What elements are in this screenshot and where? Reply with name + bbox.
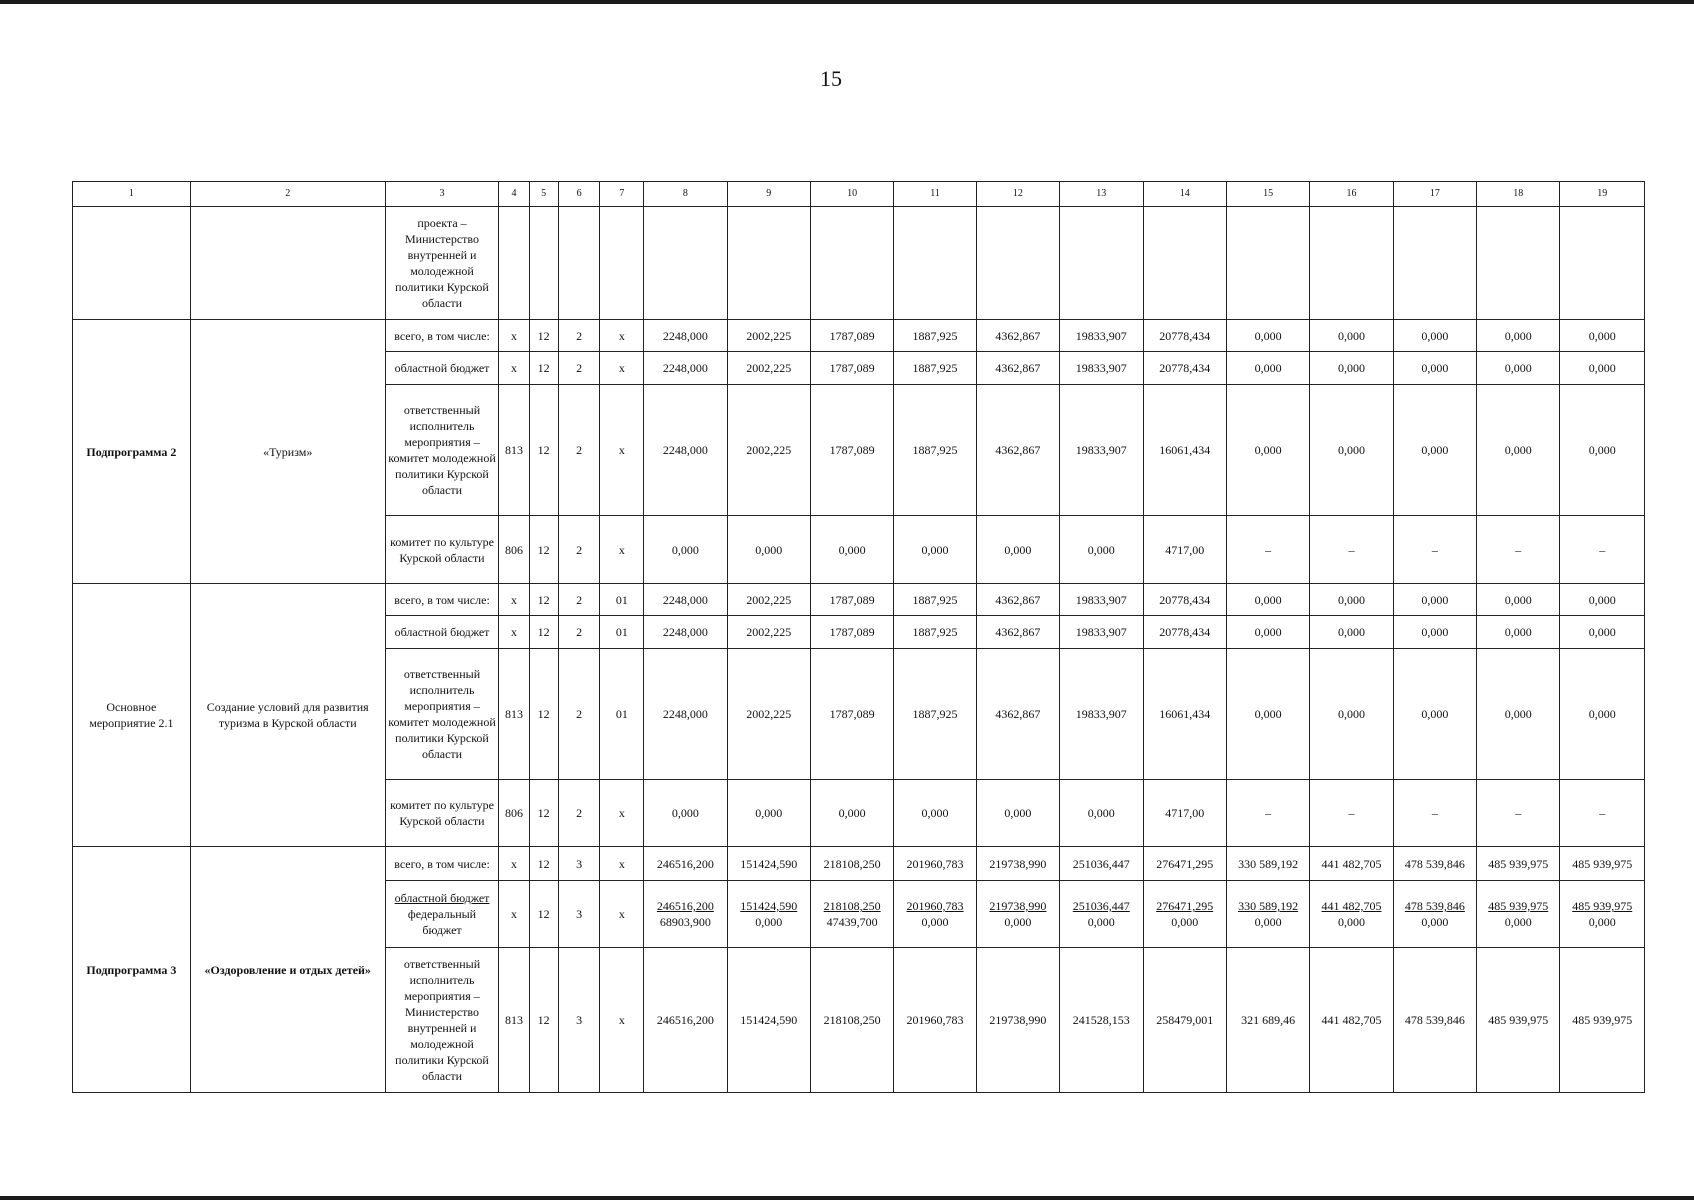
value-cell: – xyxy=(1560,516,1645,584)
code-cell: 2 xyxy=(558,584,600,616)
value-cell: 2248,000 xyxy=(644,320,727,352)
value-cell xyxy=(1477,881,1560,948)
source-cell: ответственный исполнитель мероприятия – комитет молодежной политики Курской области xyxy=(385,385,499,516)
value-cell: – xyxy=(1477,516,1560,584)
value-cell: 1887,925 xyxy=(894,649,976,780)
value-cell xyxy=(1477,207,1560,320)
value-cell: 19833,907 xyxy=(1060,320,1143,352)
value-cell: 241528,153 xyxy=(1060,948,1143,1093)
value-federal: 0,000 xyxy=(1087,915,1115,929)
source-cell: всего, в том числе: xyxy=(385,847,499,881)
value-regional: 478 539,846 xyxy=(1404,899,1465,913)
value-regional: 219738,990 xyxy=(989,899,1047,913)
value-cell xyxy=(1226,207,1309,320)
value-cell: 258479,001 xyxy=(1143,948,1226,1093)
column-header: 10 xyxy=(810,182,893,207)
budget-table xyxy=(72,181,1645,1093)
value-cell xyxy=(976,881,1059,948)
value-cell: 2248,000 xyxy=(644,649,727,780)
value-regional: 441 482,705 xyxy=(1321,899,1382,913)
value-cell: 2002,225 xyxy=(727,385,810,516)
code-cell: 813 xyxy=(499,649,529,780)
value-cell xyxy=(1060,207,1143,320)
code-cell: 01 xyxy=(600,616,644,649)
column-header: 15 xyxy=(1226,182,1309,207)
code-cell: х xyxy=(600,948,644,1093)
value-cell: 0,000 xyxy=(1310,385,1393,516)
value-cell: 0,000 xyxy=(1393,584,1476,616)
section-cell: Основное мероприятие 2.1 xyxy=(73,584,191,847)
column-header: 19 xyxy=(1560,182,1645,207)
value-cell: 2248,000 xyxy=(644,352,727,385)
code-cell: 12 xyxy=(529,584,558,616)
value-cell: 4362,867 xyxy=(976,385,1059,516)
value-cell: 0,000 xyxy=(1560,320,1645,352)
value-cell: 441 482,705 xyxy=(1310,847,1393,881)
value-cell: 485 939,975 xyxy=(1477,847,1560,881)
code-cell: 01 xyxy=(600,584,644,616)
source-label: федеральный бюджет xyxy=(407,907,477,937)
value-cell: 1887,925 xyxy=(894,616,976,649)
value-cell: 201960,783 xyxy=(894,948,976,1093)
code-cell: 2 xyxy=(558,616,600,649)
source-cell xyxy=(385,881,499,948)
value-federal: 0,000 xyxy=(1254,915,1282,929)
value-cell: 0,000 xyxy=(1477,352,1560,385)
value-cell xyxy=(894,207,976,320)
code-cell: 12 xyxy=(529,948,558,1093)
value-cell xyxy=(644,207,727,320)
code-cell xyxy=(529,207,558,320)
name-cell xyxy=(190,207,385,320)
column-header: 4 xyxy=(499,182,529,207)
source-cell: комитет по культуре Курской области xyxy=(385,780,499,847)
value-cell: 19833,907 xyxy=(1060,649,1143,780)
value-cell: 4362,867 xyxy=(976,352,1059,385)
value-cell: 20778,434 xyxy=(1143,584,1226,616)
code-cell: 12 xyxy=(529,847,558,881)
value-cell: 0,000 xyxy=(1226,320,1309,352)
value-cell: 478 539,846 xyxy=(1393,948,1476,1093)
value-cell xyxy=(1310,881,1393,948)
value-cell: 0,000 xyxy=(976,516,1059,584)
value-cell: 4717,00 xyxy=(1143,780,1226,847)
value-cell: 1887,925 xyxy=(894,320,976,352)
value-cell: 0,000 xyxy=(1560,649,1645,780)
value-cell: 0,000 xyxy=(1310,649,1393,780)
code-cell: 12 xyxy=(529,780,558,847)
value-cell: 1787,089 xyxy=(810,385,893,516)
code-cell: 12 xyxy=(529,616,558,649)
column-header: 12 xyxy=(976,182,1059,207)
value-cell: 321 689,46 xyxy=(1226,948,1309,1093)
value-cell: 0,000 xyxy=(1560,584,1645,616)
code-cell: х xyxy=(600,320,644,352)
value-cell: 0,000 xyxy=(644,516,727,584)
value-cell: – xyxy=(1226,780,1309,847)
code-cell: 2 xyxy=(558,649,600,780)
value-federal: 0,000 xyxy=(1421,915,1449,929)
source-cell: ответственный исполнитель мероприятия – Министерство внутренней и молодежной политики Курской области xyxy=(385,948,499,1093)
value-federal: 0,000 xyxy=(1504,915,1532,929)
value-cell: 20778,434 xyxy=(1143,616,1226,649)
column-header: 6 xyxy=(558,182,600,207)
value-cell: 20778,434 xyxy=(1143,320,1226,352)
value-cell: 0,000 xyxy=(1477,584,1560,616)
code-cell: 12 xyxy=(529,352,558,385)
value-cell: 19833,907 xyxy=(1060,352,1143,385)
code-cell: 12 xyxy=(529,516,558,584)
value-cell: 0,000 xyxy=(1060,780,1143,847)
value-cell: 0,000 xyxy=(1310,616,1393,649)
value-cell: 0,000 xyxy=(1310,352,1393,385)
value-cell: 0,000 xyxy=(1560,385,1645,516)
value-cell: 219738,990 xyxy=(976,847,1059,881)
code-cell: 2 xyxy=(558,320,600,352)
code-cell: х xyxy=(600,847,644,881)
source-cell: всего, в том числе: xyxy=(385,320,499,352)
scan-top-edge xyxy=(0,0,1694,4)
value-cell xyxy=(1060,881,1143,948)
value-cell: 0,000 xyxy=(1560,616,1645,649)
code-cell: 01 xyxy=(600,649,644,780)
value-cell: 20778,434 xyxy=(1143,352,1226,385)
value-cell: 0,000 xyxy=(1310,320,1393,352)
code-cell: 12 xyxy=(529,881,558,948)
value-cell: 485 939,975 xyxy=(1560,847,1645,881)
value-cell: 0,000 xyxy=(727,516,810,584)
section-cell: Подпрограмма 3 xyxy=(73,847,191,1093)
value-cell xyxy=(1226,881,1309,948)
value-cell: 218108,250 xyxy=(810,847,893,881)
value-cell xyxy=(976,207,1059,320)
value-regional: 276471,295 xyxy=(1156,899,1214,913)
source-cell: областной бюджет xyxy=(385,616,499,649)
value-cell: 1887,925 xyxy=(894,385,976,516)
value-federal: 0,000 xyxy=(1171,915,1199,929)
value-cell: 151424,590 xyxy=(727,847,810,881)
value-cell: 4362,867 xyxy=(976,616,1059,649)
value-cell xyxy=(1560,881,1645,948)
column-header: 1 xyxy=(73,182,191,207)
value-regional: 485 939,975 xyxy=(1572,899,1633,913)
value-cell xyxy=(644,881,727,948)
name-cell: «Оздоровление и отдых детей» xyxy=(190,847,385,1093)
column-header: 3 xyxy=(385,182,499,207)
value-cell: 0,000 xyxy=(810,780,893,847)
value-cell xyxy=(727,881,810,948)
value-cell: 0,000 xyxy=(1393,649,1476,780)
section-cell xyxy=(73,207,191,320)
code-cell: х xyxy=(499,616,529,649)
value-cell xyxy=(1310,207,1393,320)
value-cell: 4362,867 xyxy=(976,584,1059,616)
code-cell: 2 xyxy=(558,385,600,516)
name-cell: «Туризм» xyxy=(190,320,385,584)
code-cell: х xyxy=(499,584,529,616)
value-cell: 2002,225 xyxy=(727,584,810,616)
value-cell: 201960,783 xyxy=(894,847,976,881)
column-header: 13 xyxy=(1060,182,1143,207)
column-header: 9 xyxy=(727,182,810,207)
value-cell xyxy=(894,881,976,948)
table-row xyxy=(73,320,1645,352)
table-row xyxy=(73,584,1645,616)
code-cell: 2 xyxy=(558,352,600,385)
value-cell: 0,000 xyxy=(1060,516,1143,584)
value-cell: 4362,867 xyxy=(976,320,1059,352)
value-cell: 330 589,192 xyxy=(1226,847,1309,881)
value-cell: 0,000 xyxy=(894,516,976,584)
name-cell: Создание условий для развития туризма в Курской области xyxy=(190,584,385,847)
value-cell: 485 939,975 xyxy=(1560,948,1645,1093)
value-cell: 0,000 xyxy=(1226,352,1309,385)
value-cell: 251036,447 xyxy=(1060,847,1143,881)
value-cell: 19833,907 xyxy=(1060,616,1143,649)
value-cell: 0,000 xyxy=(976,780,1059,847)
value-cell: 0,000 xyxy=(1226,385,1309,516)
code-cell: х xyxy=(600,516,644,584)
code-cell: х xyxy=(499,352,529,385)
value-cell: – xyxy=(1393,780,1476,847)
value-cell xyxy=(1143,881,1226,948)
source-cell: всего, в том числе: xyxy=(385,584,499,616)
value-cell: 2248,000 xyxy=(644,584,727,616)
value-cell xyxy=(1393,881,1476,948)
column-header: 14 xyxy=(1143,182,1226,207)
value-cell xyxy=(727,207,810,320)
code-cell: х xyxy=(499,847,529,881)
value-cell: – xyxy=(1310,780,1393,847)
code-cell: 806 xyxy=(499,516,529,584)
value-cell: 0,000 xyxy=(1477,649,1560,780)
value-cell: 246516,200 xyxy=(644,847,727,881)
value-regional: 330 589,192 xyxy=(1238,899,1299,913)
value-federal: 68903,900 xyxy=(659,915,711,929)
value-cell: 0,000 xyxy=(1393,385,1476,516)
value-regional: 218108,250 xyxy=(823,899,881,913)
value-federal: 0,000 xyxy=(1337,915,1365,929)
value-cell: 2002,225 xyxy=(727,649,810,780)
value-federal: 0,000 xyxy=(1004,915,1032,929)
column-header: 11 xyxy=(894,182,976,207)
value-cell: 219738,990 xyxy=(976,948,1059,1093)
code-cell xyxy=(499,207,529,320)
value-cell: 19833,907 xyxy=(1060,584,1143,616)
column-header: 16 xyxy=(1310,182,1393,207)
code-cell: х xyxy=(600,385,644,516)
value-cell: 1787,089 xyxy=(810,584,893,616)
value-cell: 478 539,846 xyxy=(1393,847,1476,881)
value-federal: 0,000 xyxy=(1588,915,1616,929)
code-cell: 12 xyxy=(529,649,558,780)
value-federal: 47439,700 xyxy=(826,915,878,929)
value-cell: 2002,225 xyxy=(727,320,810,352)
value-cell: 2248,000 xyxy=(644,385,727,516)
value-cell: 1887,925 xyxy=(894,352,976,385)
value-cell: 0,000 xyxy=(894,780,976,847)
value-cell: 2002,225 xyxy=(727,352,810,385)
value-cell: 246516,200 xyxy=(644,948,727,1093)
value-federal: 0,000 xyxy=(921,915,949,929)
value-cell: 276471,295 xyxy=(1143,847,1226,881)
value-cell: 19833,907 xyxy=(1060,385,1143,516)
code-cell: 3 xyxy=(558,948,600,1093)
value-cell xyxy=(1143,207,1226,320)
value-cell: 0,000 xyxy=(727,780,810,847)
value-regional: 151424,590 xyxy=(740,899,798,913)
code-cell: 3 xyxy=(558,881,600,948)
value-cell: 0,000 xyxy=(810,516,893,584)
code-cell: 12 xyxy=(529,385,558,516)
value-cell: 16061,434 xyxy=(1143,649,1226,780)
value-cell: 0,000 xyxy=(1477,385,1560,516)
table-row xyxy=(73,207,1645,320)
value-cell: 0,000 xyxy=(644,780,727,847)
value-cell: 485 939,975 xyxy=(1477,948,1560,1093)
code-cell: х xyxy=(499,320,529,352)
source-cell: ответственный исполнитель мероприятия – комитет молодежной политики Курской области xyxy=(385,649,499,780)
code-cell: 813 xyxy=(499,385,529,516)
code-cell xyxy=(600,207,644,320)
value-cell: – xyxy=(1560,780,1645,847)
value-cell: 0,000 xyxy=(1226,584,1309,616)
header-row xyxy=(73,182,1645,207)
source-cell: комитет по культуре Курской области xyxy=(385,516,499,584)
section-cell: Подпрограмма 2 xyxy=(73,320,191,584)
column-header: 17 xyxy=(1393,182,1476,207)
value-cell: 0,000 xyxy=(1393,616,1476,649)
code-cell: 3 xyxy=(558,847,600,881)
value-cell: 0,000 xyxy=(1393,320,1476,352)
value-cell: – xyxy=(1477,780,1560,847)
code-cell xyxy=(558,207,600,320)
column-header: 2 xyxy=(190,182,385,207)
code-cell: х xyxy=(499,881,529,948)
column-header: 8 xyxy=(644,182,727,207)
value-cell xyxy=(1393,207,1476,320)
value-cell: 1787,089 xyxy=(810,320,893,352)
column-header: 7 xyxy=(600,182,644,207)
value-cell xyxy=(1560,207,1645,320)
value-cell: 16061,434 xyxy=(1143,385,1226,516)
scan-bottom-edge xyxy=(0,1196,1694,1200)
value-cell: 4362,867 xyxy=(976,649,1059,780)
page-number: 15 xyxy=(820,66,842,91)
code-cell: х xyxy=(600,780,644,847)
value-cell: 0,000 xyxy=(1226,649,1309,780)
table-row xyxy=(73,847,1645,881)
code-cell: 2 xyxy=(558,780,600,847)
value-cell: – xyxy=(1226,516,1309,584)
code-cell: х xyxy=(600,881,644,948)
value-cell xyxy=(810,881,893,948)
code-cell: 12 xyxy=(529,320,558,352)
value-cell: 218108,250 xyxy=(810,948,893,1093)
value-cell: 4717,00 xyxy=(1143,516,1226,584)
code-cell: 806 xyxy=(499,780,529,847)
value-cell: 0,000 xyxy=(1393,352,1476,385)
column-header: 5 xyxy=(529,182,558,207)
value-cell: 1787,089 xyxy=(810,616,893,649)
column-header: 18 xyxy=(1477,182,1560,207)
value-cell: 2002,225 xyxy=(727,616,810,649)
value-cell: 0,000 xyxy=(1226,616,1309,649)
value-federal: 0,000 xyxy=(755,915,783,929)
value-cell: 151424,590 xyxy=(727,948,810,1093)
code-cell: х xyxy=(600,352,644,385)
value-cell: 0,000 xyxy=(1477,616,1560,649)
value-cell: 1787,089 xyxy=(810,649,893,780)
source-cell: областной бюджет xyxy=(385,352,499,385)
value-cell: 1887,925 xyxy=(894,584,976,616)
value-cell: 2248,000 xyxy=(644,616,727,649)
value-regional: 246516,200 xyxy=(656,899,714,913)
value-cell: – xyxy=(1393,516,1476,584)
value-cell: 441 482,705 xyxy=(1310,948,1393,1093)
value-cell: 0,000 xyxy=(1560,352,1645,385)
value-cell: – xyxy=(1310,516,1393,584)
value-regional: 485 939,975 xyxy=(1488,899,1549,913)
value-cell: 0,000 xyxy=(1477,320,1560,352)
value-cell: 0,000 xyxy=(1310,584,1393,616)
value-cell xyxy=(810,207,893,320)
value-regional: 201960,783 xyxy=(906,899,964,913)
source-label: областной бюджет xyxy=(394,891,490,905)
code-cell: 813 xyxy=(499,948,529,1093)
source-cell: проекта – Министерство внутренней и молодежной политики Курской области xyxy=(385,207,499,320)
value-cell: 1787,089 xyxy=(810,352,893,385)
value-regional: 251036,447 xyxy=(1072,899,1130,913)
code-cell: 2 xyxy=(558,516,600,584)
